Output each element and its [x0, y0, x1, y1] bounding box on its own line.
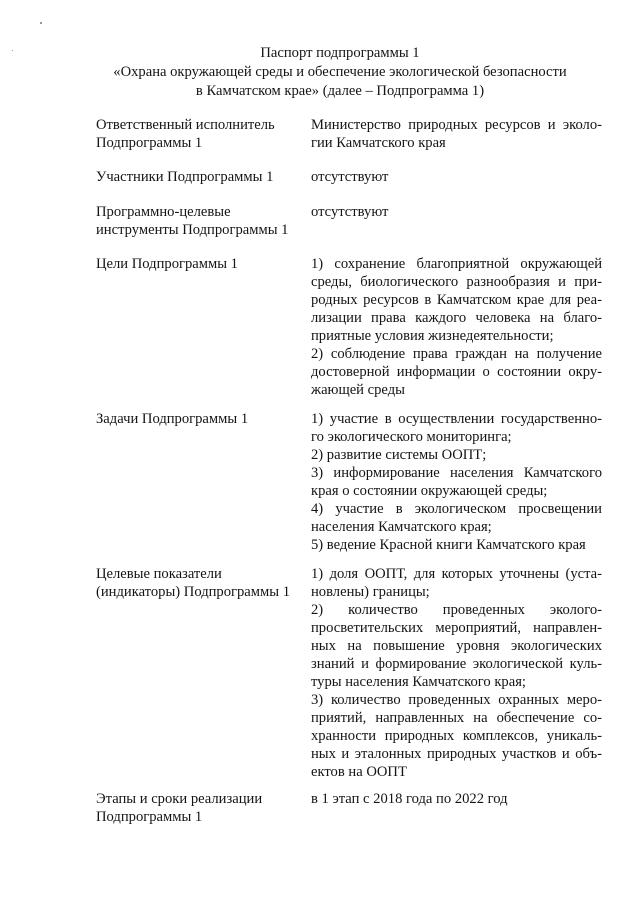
value-line: новлены) границы;	[311, 584, 430, 600]
value-line: туры населения Камчатского края;	[311, 674, 526, 690]
value-line: лизации права каждого человека на благо-	[311, 310, 602, 326]
value-line: достоверной информации о состоянии окру-	[311, 364, 602, 380]
row-label	[96, 565, 311, 601]
row-label	[96, 255, 311, 273]
value-line: приятий, направленных на обеспечение со-	[311, 710, 602, 726]
row-value	[311, 410, 602, 554]
value-line: 2) количество проведенных эколого-	[311, 602, 602, 618]
value-line: среды, биологического разнообразия и при-	[311, 274, 602, 290]
document-title	[60, 44, 620, 101]
value-line: населения Камчатского края;	[311, 519, 492, 535]
scan-speck	[12, 50, 13, 51]
label-line: Целевые показатели	[96, 566, 222, 582]
row-value	[311, 203, 602, 221]
value-line: 3) количество проведенных охранных меро-	[311, 692, 602, 708]
row-label	[96, 790, 311, 826]
value-line: знаний и формирование экологической куль-	[311, 656, 602, 672]
label-line: Участники Подпрограммы 1	[96, 169, 274, 185]
value-line: 4) участие в экологическом просвещении	[311, 501, 602, 517]
row-value	[311, 168, 602, 186]
row-value	[311, 790, 602, 808]
title-line: в Камчатском крае» (далее – Подпрограмма 1)	[195, 83, 485, 99]
value-line: 5) ведение Красной книги Камчатского края	[311, 537, 586, 553]
row-label	[96, 203, 311, 239]
label-line: (индикаторы) Подпрограммы 1	[96, 584, 291, 600]
scan-speck	[40, 22, 42, 24]
value-line: 3) информирование населения Камчатского	[311, 465, 602, 481]
value-line: просветительских мероприятий, направлен-	[311, 620, 602, 636]
label-line: Задачи Подпрограммы 1	[96, 411, 249, 427]
value-line: 1) участие в осуществлении государственно-	[311, 411, 602, 427]
value-line: жающей среды	[311, 382, 405, 398]
value-line: 1) сохранение благоприятной окружающей	[311, 256, 602, 272]
row-value	[311, 116, 602, 152]
value-line: приятные условия жизнедеятельности;	[311, 328, 554, 344]
value-line: го экологического мониторинга;	[311, 429, 512, 445]
title-line: «Охрана окружающей среды и обеспечение экологической безопасности	[113, 64, 567, 80]
title-line: Паспорт подпрограммы 1	[260, 45, 420, 61]
value-line: отсутствуют	[311, 204, 389, 220]
label-line: Программно-целевые	[96, 204, 231, 220]
label-line: инструменты Подпрограммы 1	[96, 222, 289, 238]
value-line: гии Камчатского края	[311, 135, 446, 151]
row-label	[96, 116, 311, 152]
value-line: Министерство природных ресурсов и эколо-	[311, 117, 602, 133]
label-line: Этапы и сроки реализации	[96, 791, 263, 807]
row-value	[311, 565, 602, 781]
value-line: ных и эталонных природных участков и объ-	[311, 746, 602, 762]
value-line: 2) развитие системы ООПТ;	[311, 447, 487, 463]
value-line: родных ресурсов в Камчатском крае для реа-	[311, 292, 602, 308]
value-line: хранности природных комплексов, уникаль-	[311, 728, 602, 744]
label-line: Подпрограммы 1	[96, 135, 203, 151]
value-line: края о состоянии окружающей среды;	[311, 483, 548, 499]
value-line: 2) соблюдение права граждан на получение	[311, 346, 602, 362]
label-line: Ответственный исполнитель	[96, 117, 275, 133]
value-line: отсутствуют	[311, 169, 389, 185]
label-line: Подпрограммы 1	[96, 809, 203, 825]
row-label	[96, 168, 311, 186]
row-label	[96, 410, 311, 428]
value-line: ектов на ООПТ	[311, 764, 407, 780]
row-value	[311, 255, 602, 399]
value-line: в 1 этап с 2018 года по 2022 год	[311, 791, 508, 807]
label-line: Цели Подпрограммы 1	[96, 256, 238, 272]
value-line: ных на повышение уровня экологических	[311, 638, 602, 654]
value-line: 1) доля ООПТ, для которых уточнены (уста-	[311, 566, 602, 582]
